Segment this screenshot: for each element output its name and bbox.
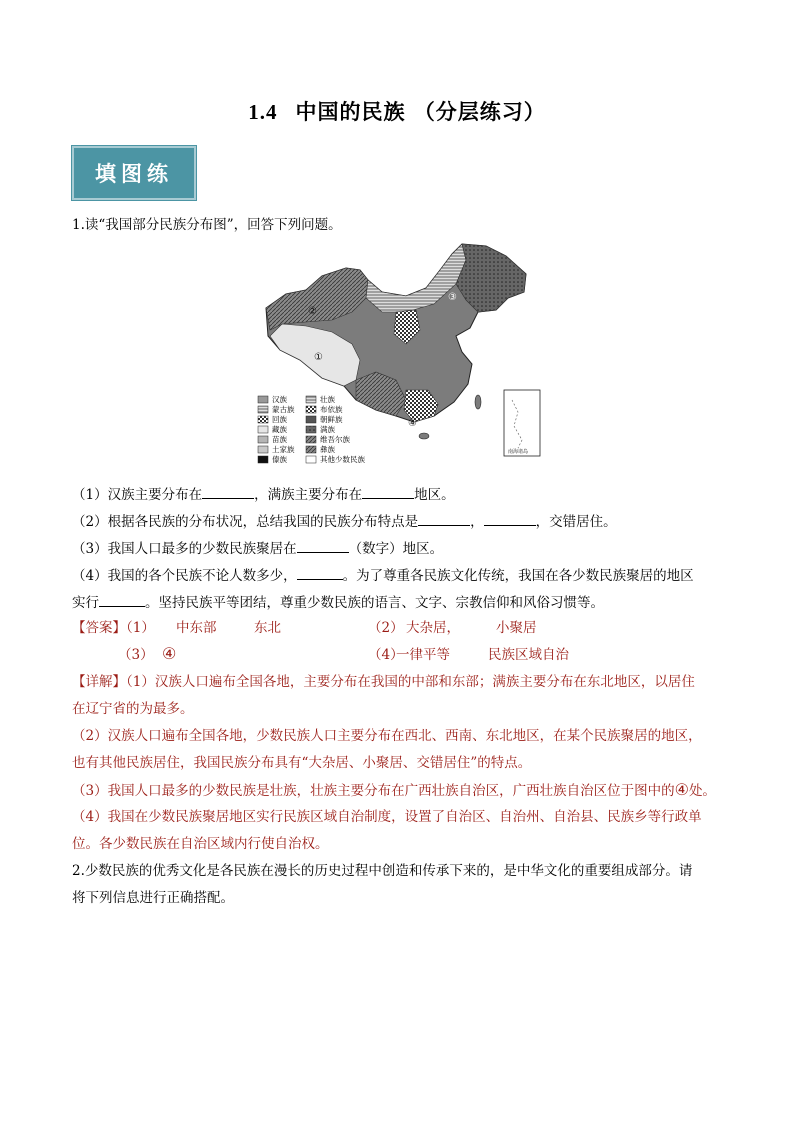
legend-label: 彝族 [320, 445, 335, 454]
q1-sub2: （2）根据各民族的分布状况，总结我国的民族分布特点是 ， ，交错居住。 [72, 511, 617, 531]
answer-blank[interactable] [362, 484, 414, 499]
legend-label: 布依族 [320, 405, 343, 414]
detail-line: 位。各少数民族在自治区域内行使自治权。 [72, 836, 329, 852]
ethnic-distribution-map [256, 240, 544, 474]
q1-sub1: （1）汉族主要分布在 ，满族主要分布在 地区。 [72, 484, 455, 504]
question-2-stem: 2.少数民族的优秀文化是各民族在漫长的历史过程中创造和传承下来的，是中华文化的重要组成部分。请 [72, 863, 693, 879]
legend-label: 回族 [272, 415, 287, 424]
legend-label: 壮族 [320, 395, 335, 404]
detail-label: 【详解】 [72, 674, 126, 690]
answer-line-1: 【答案】（1） 中东部 东北 （2） 大杂居， 小聚居 [72, 620, 537, 636]
detail-line: （3）我国人口最多的少数民族是壮族，壮族主要分布在广西壮族自治区，广西壮族自治区位于图中的④处。 [72, 780, 716, 799]
map-legend [258, 394, 365, 464]
legend-label: 土家族 [272, 445, 295, 454]
question-1-stem: 1.读“我国部分民族分布图”，回答下列问题。 [72, 217, 342, 233]
q1-sub4-line1: （4）我国的各个民族不论人数多少， 。为了尊重各民族文化传统，我国在各少数民族聚居的地区 [72, 565, 694, 585]
legend-label: 蒙古族 [272, 405, 295, 414]
question-2-stem: 将下列信息进行正确搭配。 [72, 890, 234, 906]
legend-label: 苗族 [272, 435, 287, 444]
legend-label: 维吾尔族 [320, 435, 350, 444]
answer-blank[interactable] [418, 511, 470, 526]
answer-blank[interactable] [484, 511, 536, 526]
legend-label: 其他少数民族 [320, 455, 365, 464]
marker-3: ③ [448, 292, 457, 303]
answer-blank[interactable] [297, 565, 343, 580]
answer-blank[interactable] [99, 592, 145, 607]
q1-sub4-line2: 实行 。坚持民族平等团结，尊重少数民族的语言、文字、宗教信仰和风俗习惯等。 [72, 592, 604, 612]
inset-label: 南海诸岛 [508, 449, 529, 455]
answer-blank[interactable] [297, 538, 349, 553]
q1-sub3: （3）我国人口最多的少数民族聚居在 （数字）地区。 [72, 538, 443, 558]
marker-4-ref: ④ [674, 780, 689, 799]
marker-2: ② [308, 306, 317, 317]
page-title [0, 96, 794, 126]
legend-label: 汉族 [272, 395, 287, 404]
detail-line: 在辽宁省的为最多。 [72, 701, 194, 717]
detail-line: 也有其他民族居住，我国民族分布具有“大杂居、小聚居、交错居住”的特点。 [72, 755, 532, 771]
section-badge: 填图练 [72, 146, 196, 200]
detail-line: 【详解】（1）汉族人口遍布全国各地，主要分布在我国的中部和东部；满族主要分布在东北地区，以居住 [72, 674, 695, 690]
legend-label: 藏族 [272, 425, 287, 434]
answer-blank[interactable] [202, 484, 254, 499]
legend-label: 满族 [320, 425, 335, 434]
marker-1: ① [314, 352, 323, 363]
marker-4: ④ [408, 418, 417, 429]
detail-line: （4）我国在少数民族聚居地区实行民族区域自治制度，设置了自治区、自治州、自治县、民族乡等行政单 [72, 809, 702, 825]
legend-label: 傣族 [272, 455, 287, 464]
lesson-number: 1.4 [248, 100, 278, 124]
legend-label: 朝鲜族 [320, 415, 343, 424]
detail-line: （2）汉族人口遍布全国各地，少数民族人口主要分布在西北、西南、东北地区，在某个民族聚居的地区， [72, 728, 702, 744]
answer-label: 【答案】 [72, 620, 126, 636]
lesson-title: 中国的民族 （分层练习） [295, 99, 546, 124]
